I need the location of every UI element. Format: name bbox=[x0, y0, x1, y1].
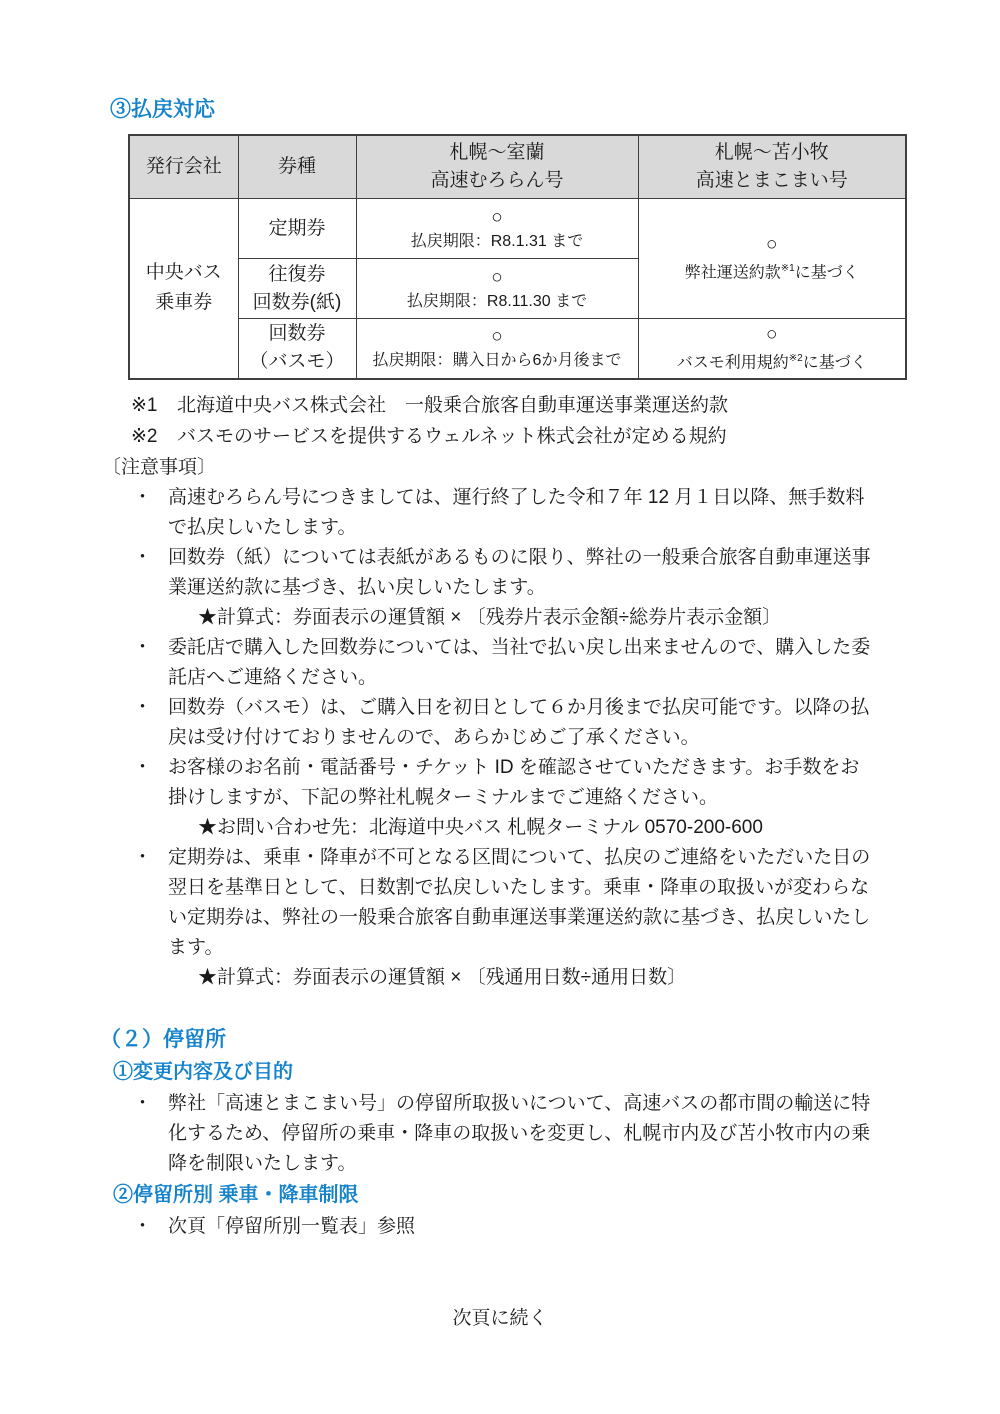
table-footnotes bbox=[131, 390, 1000, 452]
footnote-2-marker: ※2 bbox=[131, 425, 158, 447]
stops-sub1-item-text: 弊社「高速とまこまい号」の停留所取扱いについて、高速バスの都市間の輸送に特化するため、停留所の乗車・降車の取扱いを変更し、札幌市内及び苫小牧市内の乗降を制限いたします。 bbox=[168, 1092, 871, 1174]
note-item-6 bbox=[133, 843, 878, 963]
note-item-6-text: 定期券は、乗車・降車が不可となる区間について、払戻のご連絡をいただいた日の翌日を基準日として、日数割で払戻しいたします。乗車・降車の取扱いが変わらない定期券は、弊社の一般乗合旅客自動車運送事業運送約款に基づき、払戻しいたします。 bbox=[168, 846, 871, 958]
circle-mark: ○ bbox=[766, 324, 778, 346]
caution-notes-list bbox=[133, 483, 878, 993]
cell-type-teiki bbox=[238, 199, 356, 259]
cell-tomakomai-merged bbox=[638, 199, 906, 319]
note-item-3 bbox=[133, 633, 878, 693]
note-item-2-formula: ★計算式：券面表示の運賃額 × 〔残券片表示金額÷総券片表示金額〕 bbox=[198, 606, 782, 628]
col-header-issuer: 発行会社 bbox=[129, 135, 238, 199]
footnote-2 bbox=[131, 421, 1000, 452]
type-ofuku-line2: 回数券(紙) bbox=[252, 291, 342, 313]
type-basmo-line2: （バスモ） bbox=[249, 351, 345, 373]
cell-muroran-teiki bbox=[356, 199, 638, 259]
footnote-1 bbox=[131, 390, 1000, 421]
type-teiki-label: 定期券 bbox=[268, 217, 326, 239]
bullet-marker: ・ bbox=[133, 1092, 153, 1114]
bullet-marker: ・ bbox=[133, 546, 153, 568]
col-header-tomakomai-line2: 高速とまこまい号 bbox=[695, 170, 848, 191]
type-ofuku-line1: 往復券 bbox=[268, 263, 326, 285]
cell-type-ofuku bbox=[238, 259, 356, 319]
circle-mark: ○ bbox=[491, 206, 503, 228]
table-row-basmo bbox=[129, 319, 906, 379]
bullet-marker: ・ bbox=[133, 696, 153, 718]
tomakomai-clause-note bbox=[639, 257, 906, 284]
terms-suffix: に基づく bbox=[802, 354, 867, 372]
stops-sub2-title: ②停留所別 乗車・降車制限 bbox=[113, 1183, 359, 1206]
col-header-muroran-line1: 札幌～室蘭 bbox=[449, 142, 545, 163]
note-item-1-text: 高速むろらん号につきましては、運行終了した令和７年 12 月１日以降、無手数料で払戻しいたします。 bbox=[168, 486, 865, 538]
note-item-4 bbox=[133, 693, 878, 753]
stops-sub1-list bbox=[133, 1089, 878, 1179]
issuer-line1: 中央バス bbox=[145, 262, 222, 284]
note-item-3-text: 委託店で購入した回数券については、当社で払い戻し出来ませんので、購入した委託店へご連絡ください。 bbox=[168, 636, 871, 688]
table-header-row bbox=[129, 135, 906, 199]
refund-deadline-ofuku: 払戻期限：R8.11.30 まで bbox=[406, 292, 588, 310]
cell-muroran-ofuku bbox=[356, 259, 638, 319]
col-header-muroran-line2: 高速むろらん号 bbox=[430, 170, 564, 191]
note-item-1 bbox=[133, 483, 878, 543]
bullet-marker: ・ bbox=[133, 486, 153, 508]
circle-mark: ○ bbox=[491, 326, 503, 348]
type-basmo-line1: 回数券 bbox=[268, 323, 326, 345]
cell-type-basmo bbox=[238, 319, 356, 379]
continued-next-page-footer: 次頁に続く bbox=[452, 1308, 548, 1329]
caution-label: 〔注意事項〕 bbox=[102, 456, 217, 478]
refund-deadline-teiki: 払戻期限：R8.1.31 まで bbox=[410, 232, 584, 250]
terms-prefix: バスモ利用規約 bbox=[676, 354, 789, 372]
bullet-marker: ・ bbox=[133, 756, 153, 778]
stops-sub1-item bbox=[133, 1089, 878, 1179]
stops-sub2-list bbox=[133, 1212, 878, 1242]
note-item-2 bbox=[133, 543, 878, 603]
note-item-6-formula: ★計算式：券面表示の運賃額 × 〔残通用日数÷通用日数〕 bbox=[198, 966, 687, 988]
refund-section-title: ③払戻対応 bbox=[110, 98, 215, 121]
note-item-5-contact: ★お問い合わせ先：北海道中央バス 札幌ターミナル 0570-200-600 bbox=[198, 816, 763, 838]
clause-suffix: に基づく bbox=[794, 264, 859, 282]
footnote-1-text: 北海道中央バス株式会社 一般乗合旅客自動車運送事業運送約款 bbox=[177, 394, 729, 416]
clause-sup: ※1 bbox=[780, 263, 795, 275]
bullet-marker: ・ bbox=[133, 636, 153, 658]
stops-sub2-item bbox=[133, 1212, 878, 1242]
terms-sup: ※2 bbox=[788, 353, 803, 365]
note-item-5-text: お客様のお名前・電話番号・チケット ID を確認させていただきます。お手数をお掛けしますが、下記の弊社札幌ターミナルまでご連絡ください。 bbox=[168, 756, 860, 808]
col-header-tomakomai bbox=[638, 135, 906, 199]
stops-sub2-item-text: 次頁「停留所別一覧表」参照 bbox=[168, 1215, 416, 1237]
circle-mark: ○ bbox=[766, 234, 778, 256]
refund-deadline-basmo: 払戻期限：購入日から6か月後まで bbox=[372, 352, 622, 370]
circle-mark: ○ bbox=[491, 266, 503, 288]
cell-issuer bbox=[129, 199, 238, 379]
bullet-marker: ・ bbox=[133, 1215, 153, 1237]
stops-section-title: （２）停留所 bbox=[100, 1027, 226, 1051]
note-item-5 bbox=[133, 753, 878, 813]
note-item-4-text: 回数券（バスモ）は、ご購入日を初日として６か月後まで払戻可能です。以降の払戻は受け付けておりませんので、あらかじめご了承ください。 bbox=[168, 696, 870, 748]
issuer-line2: 乗車券 bbox=[155, 292, 213, 314]
bullet-marker: ・ bbox=[133, 846, 153, 868]
footnote-1-marker: ※1 bbox=[131, 394, 158, 416]
clause-prefix: 弊社運送約款 bbox=[684, 264, 781, 282]
col-header-muroran bbox=[356, 135, 638, 199]
footnote-2-text: バスモのサービスを提供するウェルネット株式会社が定める規約 bbox=[177, 425, 727, 447]
refund-table bbox=[128, 134, 907, 380]
cell-muroran-basmo bbox=[356, 319, 638, 379]
col-header-tomakomai-line1: 札幌～苫小牧 bbox=[714, 142, 829, 163]
cell-tomakomai-basmo bbox=[638, 319, 906, 379]
col-header-ticket-type: 券種 bbox=[238, 135, 356, 199]
stops-sub1-title: ①変更内容及び目的 bbox=[113, 1060, 293, 1083]
note-item-2-text: 回数券（紙）については表紙があるものに限り、弊社の一般乗合旅客自動車運送事業運送約款に基づき、払い戻しいたします。 bbox=[168, 546, 871, 598]
table-row-teiki bbox=[129, 199, 906, 259]
basmo-terms-note bbox=[639, 347, 906, 374]
